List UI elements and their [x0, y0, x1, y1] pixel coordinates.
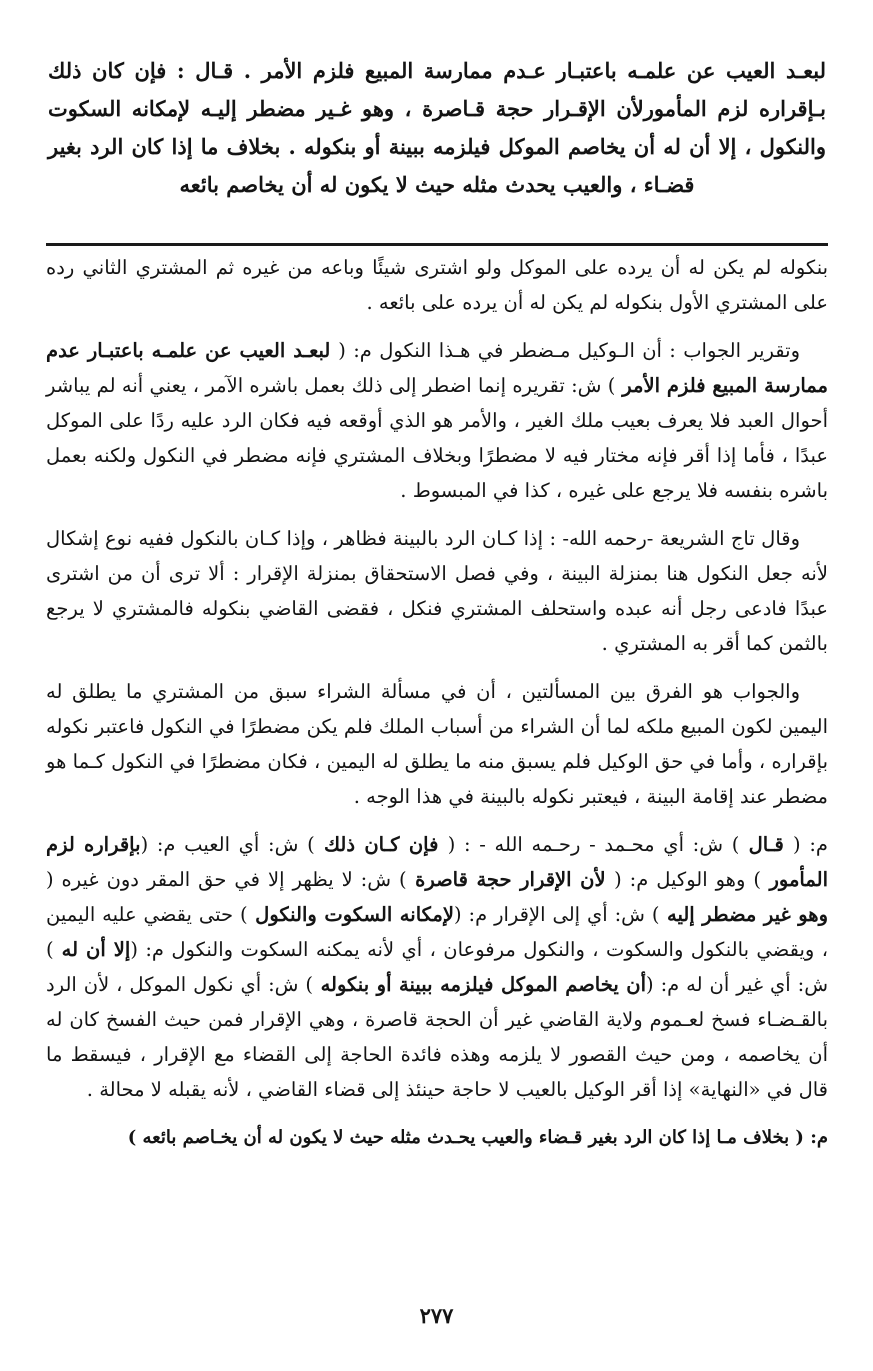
p5-text-1: م: (	[793, 833, 828, 856]
p5-text-2: ) ش: أي محـمد - رحـمه الله - : (	[447, 833, 740, 856]
p5-text-5: ) ش: لا يظهر إلا في حق المقر دون غيره (	[46, 868, 407, 891]
commentary-paragraph-1: بنكوله لم يكن له أن يرده على الموكل ولو اشترى شيئًا وباعه من غيره ثم المشتري الثاني رده على المشتري الأول بنكوله لم يكن له أن يرده على بائعه .	[46, 256, 828, 314]
p5-text-9: ) ش: أي نكول الموكل ، لأن الرد بالقـضـاء فسخ لعـموم ولاية القاضي غير أن الحجة قاصرة ، وهي الإقرار فمن حيث الفسخ كان له أن يخاصمه ، ومن حيث القصور لا يلزمه وهذه فائدة الحاجة إلى القضاء مع الإقرار ، فيسقط ما قال في «النهاية» إذا أقر الوكيل بالعيب لا حاجة حينئذ إلى قضاء القاضي ، لأنه يقبله لا محالة .	[46, 973, 828, 1101]
commentary-paragraph-5	[46, 827, 828, 1107]
p5-quote-6: لإمكانه السكوت والنكول	[247, 903, 454, 926]
p5-text-7: ) حتى يقضي عليه اليمين ، ويقضي بالنكول والسكوت ، والنكول مرفوعان ، أي لأنه يمكنه السكوت والنكول م: (	[46, 903, 828, 961]
p5-quote-8: أن يخاصم الموكل فيلزمه ببينة أو بنكوله	[313, 973, 647, 996]
p5-text-3: ) ش: أي العيب م: (	[140, 833, 315, 856]
p2-text-2: ) ش: تقريره إنما اضطر إلى ذلك بعمل باشره الآمر ، يعني أنه لم يباشر أحوال العبد فلا يعرف بعيب ملك الغير ، والأمر هو الذي أوقعه فيه فكان الرد عليه ردًا على الموكل عبدًا ، فأما إذا أقر فإنه مختار فيه لا مضطرًا وبخلاف المشتري فإنه مضطر في النكول ولكنه بعمل باشره بنفسه فلا يرجع على غيره ، كذا في المبسوط .	[46, 374, 828, 502]
p2-quote-1: لبعـد العيب عن علمـه باعتبـار عدم ممارسة المبيع فلزم الأمر	[46, 339, 828, 397]
p2-text-1: وتقرير الجواب : أن الـوكيل مـضطر في هـذا النكول م: (	[338, 339, 800, 362]
p5-text-4: ) وهو الوكيل م: (	[614, 868, 761, 891]
p5-quote-5: وهو غير مضطر إليه	[659, 903, 828, 926]
p5-text-6: ) ش: أي إلى الإقرار م: (	[453, 903, 660, 926]
p5-quote-4: لأن الإقرار حجة قاصرة	[406, 868, 615, 891]
p5-quote-7: إلا أن له	[53, 938, 131, 961]
p5-quote-2: فإن كـان ذلك	[314, 833, 448, 856]
commentary-paragraph-2	[46, 333, 828, 508]
p5-text-8: ) ش: أي غير أن له م: (	[46, 938, 828, 996]
commentary-paragraph-3: وقال تاج الشريعة -رحمه الله- : إذا كـان الرد بالبينة فظاهر ، وإذا كـان بالنكول ففيه نوع إشكال لأنه جعل النكول هنا بمنزلة البينة ، وفي فصل الاستحقاق بمنزلة الإقرار : ألا ترى أن من اشترى عبدًا فادعى رجل أنه عبده واستحلف المشتري فنكل ، فقضى القاضي بنكوله فالمشتري لا يرجع بالثمن كما أقر به المشتري .	[46, 527, 828, 655]
commentary	[46, 250, 828, 1168]
p5-quote-1: قـال	[739, 833, 794, 856]
matn-text: لبعـد العيب عن علمـه باعتبـار عـدم ممارسة المبيع فلزم الأمر . قـال : فإن كان ذلك بـإقراره لزم المأمورلأن الإقـرار حجة قـاصرة ، وهو غـير مضطر إليـه لإمكانه السكوت والنكول ، إلا أن له أن يخاصم الموكل فيلزمه ببينة أو بنكوله . بخلاف ما إذا كان الرد بغير قضـاء ، والعيب يحدث مثله حيث لا يكون له أن يخاصم بائعه	[48, 58, 826, 197]
p5-quote-3: بإقراره لزم المأمور	[46, 833, 828, 891]
page-number: ٢٧٧	[419, 1303, 454, 1328]
commentary-paragraph-4: والجواب هو الفرق بين المسألتين ، أن في مسألة الشراء سبق من المشتري ما يطلق له اليمين لكون المبيع ملكه لما أن الشراء من أسباب الملك فلم يكن مضطرًا في النكول فاعتبر نكوله بإقراره ، وأما في حق الوكيل فلم يسبق منه ما يطلق له اليمين ، فكان مضطرًا في النكول كـما هو مضطر عند إقامة البينة ، فيعتبر نكوله بالبينة في هذا الوجه .	[46, 680, 828, 808]
commentary-paragraph-6: م: ( بخلاف مـا إذا كان الرد بغير قـضاء والعيب يحـدث مثله حيث لا يكون له أن يخـاصم بائعه )	[127, 1127, 828, 1148]
separator-line	[46, 243, 828, 246]
